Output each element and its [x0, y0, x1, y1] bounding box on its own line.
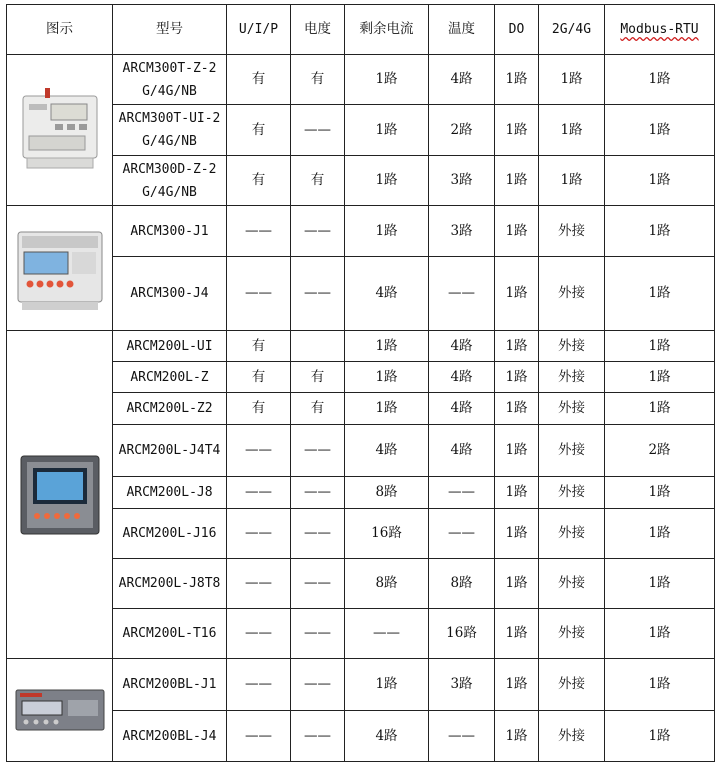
modbus-cell: 1路 [605, 509, 715, 559]
table-row [7, 609, 715, 659]
uip-cell: 有 [227, 362, 291, 393]
modbus-cell: 1路 [605, 477, 715, 509]
energy-cell: 有 [291, 362, 345, 393]
model-cell: ARCM300T-UI-2G/4G/NB [113, 105, 227, 156]
model-cell: ARCM200L-T16 [113, 609, 227, 659]
product-image-cell [7, 331, 113, 659]
model-cell: ARCM200L-J8 [113, 477, 227, 509]
modbus-cell: 1路 [605, 609, 715, 659]
net-cell: 外接 [539, 425, 605, 477]
model-cell: ARCM300-J1 [113, 206, 227, 257]
residual-cell: 4路 [345, 257, 429, 331]
modbus-cell: 1路 [605, 257, 715, 331]
meter-din-rail-lcd-icon [15, 84, 105, 176]
table-row [7, 659, 715, 711]
do-cell: 1路 [495, 257, 539, 331]
residual-cell: 1路 [345, 55, 429, 105]
do-cell: 1路 [495, 609, 539, 659]
uip-cell: 有 [227, 105, 291, 156]
product-image-cell [7, 206, 113, 331]
meter-din-rail-buttons-icon [12, 218, 108, 318]
residual-cell: 1路 [345, 659, 429, 711]
header-model: 型号 [113, 5, 227, 55]
table-row [7, 156, 715, 206]
uip-cell: —— [227, 206, 291, 257]
table-row [7, 55, 715, 105]
temp-cell: —— [429, 711, 495, 762]
net-cell: 1路 [539, 156, 605, 206]
model-cell: ARCM200BL-J4 [113, 711, 227, 762]
energy-cell: —— [291, 559, 345, 609]
residual-cell: 1路 [345, 105, 429, 156]
do-cell: 1路 [495, 509, 539, 559]
residual-cell: 1路 [345, 393, 429, 425]
temp-cell: 4路 [429, 55, 495, 105]
header-row [7, 5, 715, 55]
residual-cell: 8路 [345, 559, 429, 609]
table-row [7, 393, 715, 425]
product-table [6, 4, 715, 762]
energy-cell: —— [291, 477, 345, 509]
residual-cell: 1路 [345, 362, 429, 393]
uip-cell: 有 [227, 393, 291, 425]
model-cell: ARCM200L-UI [113, 331, 227, 362]
modbus-cell: 1路 [605, 206, 715, 257]
temp-cell: 4路 [429, 393, 495, 425]
uip-cell: —— [227, 257, 291, 331]
do-cell: 1路 [495, 659, 539, 711]
net-cell: 外接 [539, 206, 605, 257]
do-cell: 1路 [495, 362, 539, 393]
table-row [7, 331, 715, 362]
modbus-cell: 1路 [605, 362, 715, 393]
net-cell: 外接 [539, 362, 605, 393]
do-cell: 1路 [495, 559, 539, 609]
energy-cell: —— [291, 425, 345, 477]
net-cell: 1路 [539, 105, 605, 156]
model-cell: ARCM200L-J16 [113, 509, 227, 559]
net-cell: 外接 [539, 257, 605, 331]
energy-cell: —— [291, 105, 345, 156]
header-net: 2G/4G [539, 5, 605, 55]
temp-cell: 3路 [429, 156, 495, 206]
meter-panel-wide-icon [12, 684, 108, 736]
net-cell: 外接 [539, 393, 605, 425]
net-cell: 外接 [539, 477, 605, 509]
temp-cell: 16路 [429, 609, 495, 659]
table-row [7, 362, 715, 393]
temp-cell: —— [429, 477, 495, 509]
modbus-cell: 1路 [605, 559, 715, 609]
residual-cell: 1路 [345, 331, 429, 362]
uip-cell: —— [227, 609, 291, 659]
residual-cell: 1路 [345, 156, 429, 206]
header-temp: 温度 [429, 5, 495, 55]
residual-cell: 1路 [345, 206, 429, 257]
temp-cell: 4路 [429, 425, 495, 477]
uip-cell: 有 [227, 156, 291, 206]
net-cell: 外接 [539, 331, 605, 362]
uip-cell: —— [227, 509, 291, 559]
modbus-cell: 2路 [605, 425, 715, 477]
energy-cell: —— [291, 206, 345, 257]
do-cell: 1路 [495, 156, 539, 206]
uip-cell: —— [227, 559, 291, 609]
model-cell: ARCM200L-J8T8 [113, 559, 227, 609]
uip-cell: —— [227, 659, 291, 711]
energy-cell: —— [291, 659, 345, 711]
temp-cell: 4路 [429, 331, 495, 362]
residual-cell: 8路 [345, 477, 429, 509]
table-row [7, 477, 715, 509]
net-cell: 外接 [539, 711, 605, 762]
temp-cell: 3路 [429, 659, 495, 711]
net-cell: 外接 [539, 659, 605, 711]
uip-cell: 有 [227, 55, 291, 105]
do-cell: 1路 [495, 711, 539, 762]
product-image-cell [7, 659, 113, 762]
energy-cell: —— [291, 509, 345, 559]
table-row [7, 559, 715, 609]
temp-cell: 3路 [429, 206, 495, 257]
table-row [7, 425, 715, 477]
energy-cell: —— [291, 711, 345, 762]
energy-cell: —— [291, 609, 345, 659]
table-row [7, 206, 715, 257]
model-cell: ARCM300T-Z-2G/4G/NB [113, 55, 227, 105]
do-cell: 1路 [495, 55, 539, 105]
model-cell: ARCM300-J4 [113, 257, 227, 331]
modbus-cell: 1路 [605, 711, 715, 762]
header-residual: 剩余电流 [345, 5, 429, 55]
do-cell: 1路 [495, 477, 539, 509]
do-cell: 1路 [495, 105, 539, 156]
header-do: DO [495, 5, 539, 55]
modbus-cell: 1路 [605, 393, 715, 425]
model-cell: ARCM200L-Z2 [113, 393, 227, 425]
uip-cell: —— [227, 711, 291, 762]
header-modbus [605, 5, 715, 55]
temp-cell: 2路 [429, 105, 495, 156]
meter-panel-square-icon [15, 450, 105, 540]
net-cell: 外接 [539, 559, 605, 609]
header-energy: 电度 [291, 5, 345, 55]
table-row [7, 711, 715, 762]
uip-cell: —— [227, 477, 291, 509]
temp-cell: —— [429, 257, 495, 331]
do-cell: 1路 [495, 393, 539, 425]
model-cell: ARCM200BL-J1 [113, 659, 227, 711]
energy-cell: —— [291, 257, 345, 331]
header-modbus-label: Modbus-RTU [620, 22, 699, 37]
model-cell: ARCM300D-Z-2G/4G/NB [113, 156, 227, 206]
modbus-cell: 1路 [605, 659, 715, 711]
energy-cell: 有 [291, 55, 345, 105]
temp-cell: —— [429, 509, 495, 559]
energy-cell [291, 331, 345, 362]
temp-cell: 8路 [429, 559, 495, 609]
net-cell: 1路 [539, 55, 605, 105]
residual-cell: 4路 [345, 425, 429, 477]
table-row [7, 257, 715, 331]
do-cell: 1路 [495, 206, 539, 257]
header-uip: U/I/P [227, 5, 291, 55]
model-cell: ARCM200L-Z [113, 362, 227, 393]
model-cell: ARCM200L-J4T4 [113, 425, 227, 477]
residual-cell: —— [345, 609, 429, 659]
modbus-cell: 1路 [605, 55, 715, 105]
modbus-cell: 1路 [605, 105, 715, 156]
temp-cell: 4路 [429, 362, 495, 393]
residual-cell: 16路 [345, 509, 429, 559]
residual-cell: 4路 [345, 711, 429, 762]
do-cell: 1路 [495, 425, 539, 477]
do-cell: 1路 [495, 331, 539, 362]
net-cell: 外接 [539, 609, 605, 659]
modbus-cell: 1路 [605, 331, 715, 362]
table-row [7, 509, 715, 559]
table-row [7, 105, 715, 156]
net-cell: 外接 [539, 509, 605, 559]
uip-cell: —— [227, 425, 291, 477]
product-image-cell [7, 55, 113, 206]
energy-cell: 有 [291, 393, 345, 425]
uip-cell: 有 [227, 331, 291, 362]
header-image: 图示 [7, 5, 113, 55]
modbus-cell: 1路 [605, 156, 715, 206]
energy-cell: 有 [291, 156, 345, 206]
